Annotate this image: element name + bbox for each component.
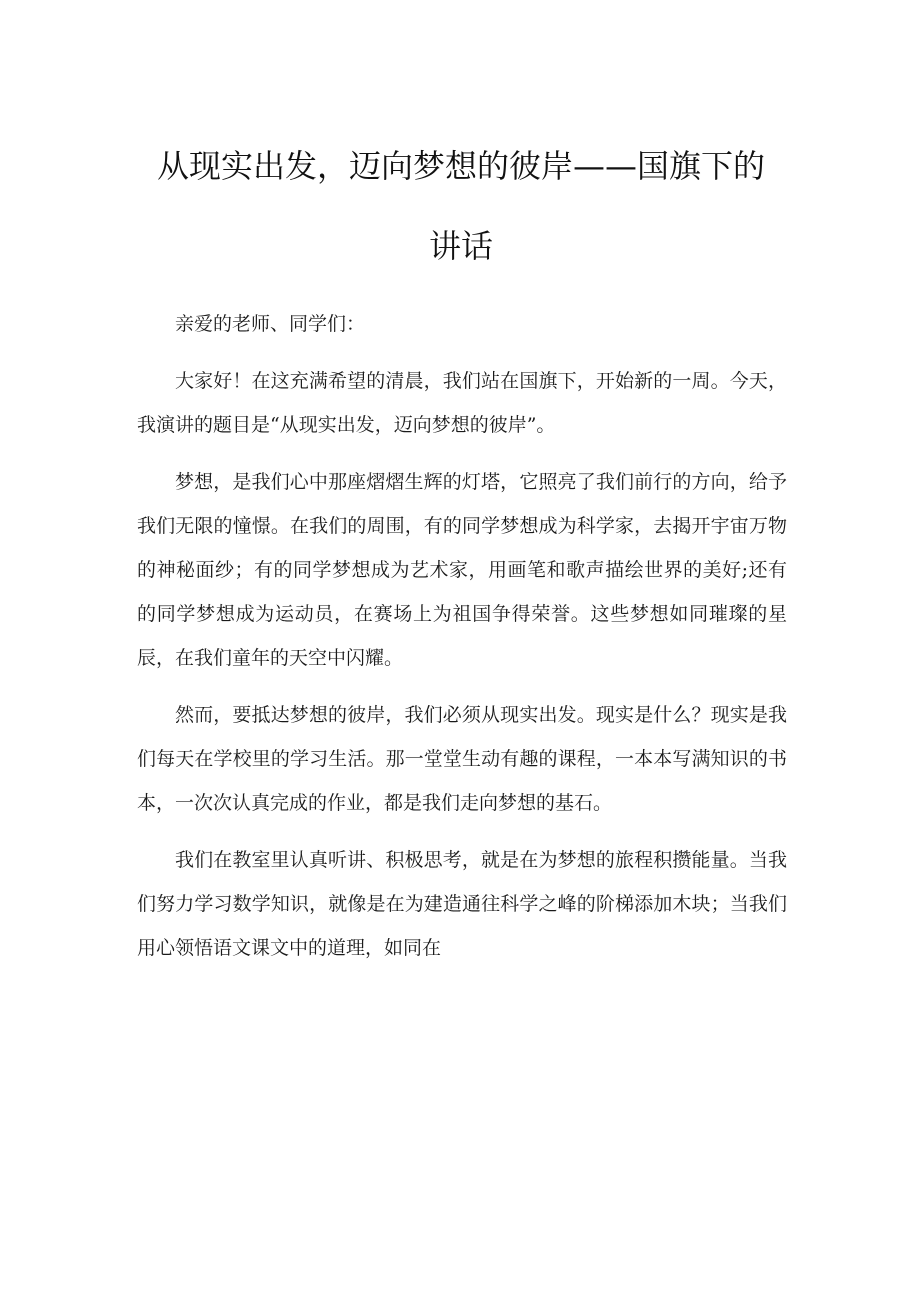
title-line-2: 讲话 [428, 227, 493, 265]
title-line-1: 从现实出发，迈向梦想的彼岸——国旗下的 [156, 147, 765, 185]
dream-paragraph: 梦想，是我们心中那座熠熠生辉的灯塔，它照亮了我们前行的方向，给予我们无限的憧憬。在我们的周围，有的同学梦想成为科学家，去揭开宇宙万物的神秘面纱；有的同学梦想成为艺术家，用画笔和歌声描绘世界的美好;还有的同学梦想成为运动员，在赛场上为祖国争得荣誉。这些梦想如同璀璨的星辰，在我们童年的天空中闪耀。 [137, 471, 787, 669]
reality-paragraph: 然而，要抵达梦想的彼岸，我们必须从现实出发。现实是什么？现实是我们每天在学校里的学习生活。那一堂堂生动有趣的课程，一本本写满知识的书本，一次次认真完成的作业，都是我们走向梦想的基石。 [137, 704, 787, 814]
document-title [136, 126, 786, 286]
salutation-paragraph: 亲爱的老师、同学们： [175, 313, 366, 335]
document-body [137, 302, 787, 983]
greeting-paragraph: 大家好！在这充满希望的清晨，我们站在国旗下，开始新的一周。今天，我演讲的题目是“从现实出发，迈向梦想的彼岸”。 [137, 370, 787, 436]
study-paragraph: 我们在教室里认真听讲、积极思考，就是在为梦想的旅程积攒能量。当我们努力学习数学知识，就像是在为建造通往科学之峰的阶梯添加木块；当我们用心领悟语文课文中的道理，如同在 [137, 849, 787, 959]
